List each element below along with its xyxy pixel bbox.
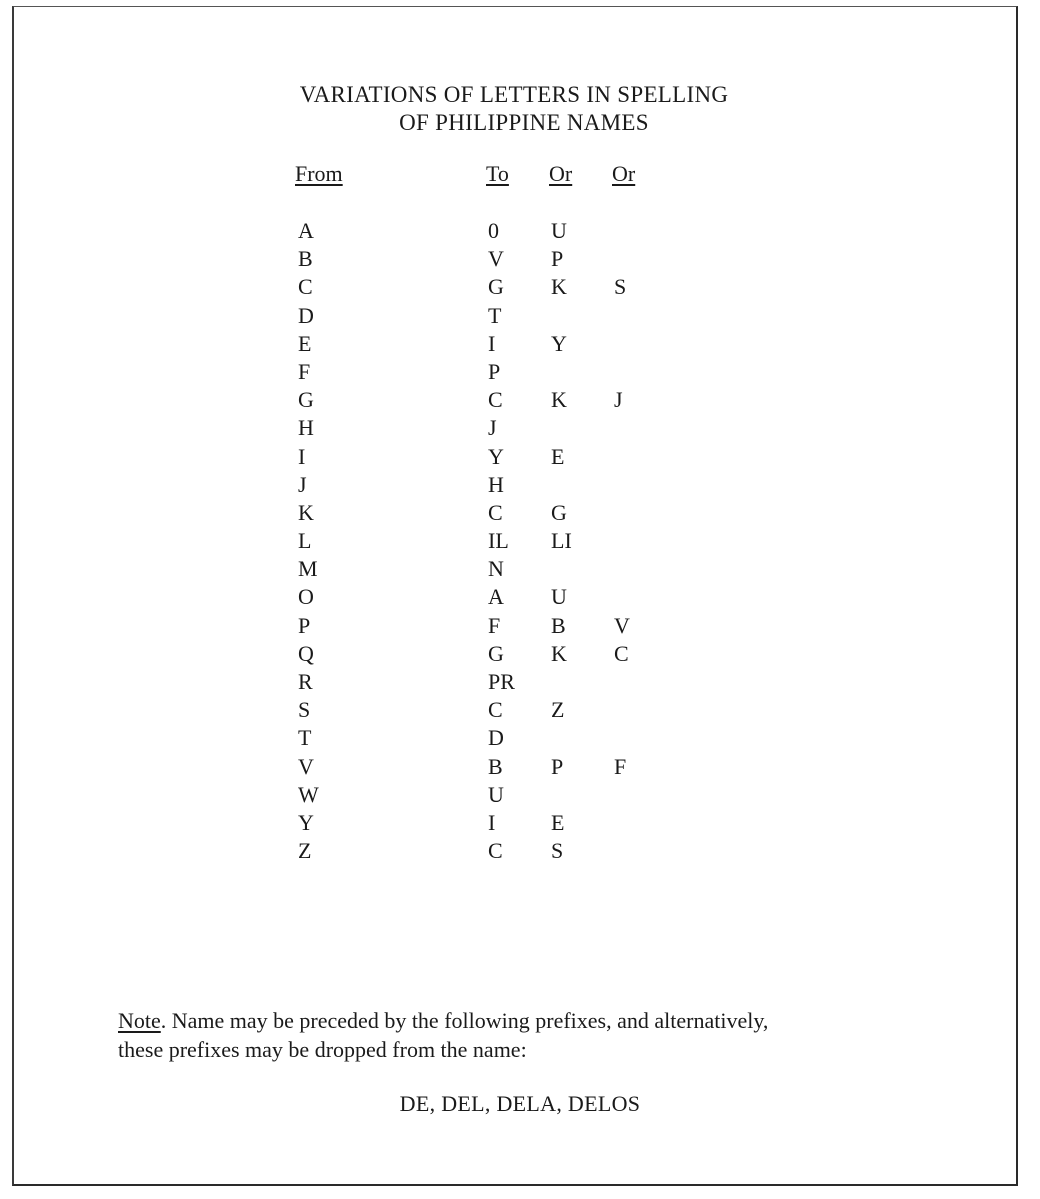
table-row xyxy=(0,471,1040,499)
or-1-cell: U xyxy=(551,218,567,243)
to-cell: B xyxy=(488,753,503,779)
to-cell: IL xyxy=(488,528,509,554)
note-text-line-2: these prefixes may be dropped from the name: xyxy=(118,1037,527,1062)
from-cell: B xyxy=(298,246,313,272)
or-2-cell: C xyxy=(614,640,629,666)
to-cell: C xyxy=(488,838,503,864)
from-cell: D xyxy=(298,302,314,328)
from-cell: E xyxy=(298,330,312,356)
or-1-cell: E xyxy=(551,443,565,469)
or-1-cell: LI xyxy=(551,528,572,554)
to-cell: C xyxy=(488,387,503,413)
from-cell: L xyxy=(298,528,312,554)
table-row xyxy=(0,837,1040,865)
to-cell: U xyxy=(488,781,504,807)
from-cell: H xyxy=(298,415,314,441)
table-row xyxy=(0,217,1040,245)
to-cell: F xyxy=(488,612,501,638)
page-title-line-1: VARIATIONS OF LETTERS IN SPELLING xyxy=(299,82,729,107)
or-1-cell: P xyxy=(551,246,564,272)
to-cell: V xyxy=(488,246,504,272)
from-cell: S xyxy=(298,697,311,723)
table-row xyxy=(0,696,1040,724)
or-1-cell: K xyxy=(551,274,567,300)
from-cell: P xyxy=(298,612,311,638)
or-1-cell: B xyxy=(551,612,566,638)
from-cell: M xyxy=(298,556,318,582)
table-row xyxy=(0,386,1040,414)
to-cell: Y xyxy=(488,443,504,469)
from-cell: V xyxy=(298,753,314,779)
or-2-cell: J xyxy=(614,387,623,413)
table-row xyxy=(0,245,1040,273)
from-cell: I xyxy=(298,443,306,469)
from-cell: Q xyxy=(298,640,314,666)
table-row xyxy=(0,555,1040,583)
to-cell: T xyxy=(488,302,502,328)
or-2-cell: V xyxy=(614,612,630,638)
to-cell: H xyxy=(488,471,504,497)
from-cell: K xyxy=(298,499,314,525)
to-cell: N xyxy=(488,556,504,582)
note-paragraph xyxy=(118,1006,918,1064)
to-cell: J xyxy=(488,415,497,441)
or-1-cell: S xyxy=(551,838,564,864)
or-1-cell: G xyxy=(551,499,567,525)
to-cell: P xyxy=(488,358,501,384)
table-row xyxy=(0,273,1040,301)
letter-variations-table xyxy=(0,217,1040,865)
to-cell: A xyxy=(488,584,504,610)
table-row xyxy=(0,724,1040,752)
or-1-cell: Y xyxy=(551,330,567,356)
from-cell: A xyxy=(298,218,314,243)
table-row xyxy=(0,753,1040,781)
page-title-line-2: OF PHILIPPINE NAMES xyxy=(399,110,649,135)
or-1-cell: E xyxy=(551,809,565,835)
to-cell: PR xyxy=(488,669,515,694)
column-header-or-1: Or xyxy=(549,161,573,186)
table-row xyxy=(0,302,1040,330)
or-1-cell: P xyxy=(551,753,564,779)
to-cell: G xyxy=(488,640,504,666)
table-row xyxy=(0,443,1040,471)
table-row xyxy=(0,809,1040,837)
from-cell: F xyxy=(298,358,311,384)
or-1-cell: K xyxy=(551,640,567,666)
table-row xyxy=(0,583,1040,611)
note-text-line-1: . Name may be preceded by the following prefixes, and alternatively, xyxy=(160,1008,769,1033)
to-cell: C xyxy=(488,697,503,723)
or-1-cell: U xyxy=(551,584,567,610)
or-2-cell: F xyxy=(614,753,627,779)
table-row xyxy=(0,527,1040,555)
from-cell: T xyxy=(298,725,312,751)
or-1-cell: K xyxy=(551,387,567,413)
table-row xyxy=(0,499,1040,527)
from-cell: G xyxy=(298,387,314,413)
or-2-cell: S xyxy=(614,274,627,300)
from-cell: W xyxy=(298,781,319,807)
column-header-from: From xyxy=(295,161,343,186)
to-cell: I xyxy=(488,330,496,356)
from-cell: O xyxy=(298,584,314,610)
prefix-list: DE, DEL, DELA, DELOS xyxy=(399,1091,641,1116)
from-cell: R xyxy=(298,669,313,694)
from-cell: J xyxy=(298,471,307,497)
table-row xyxy=(0,330,1040,358)
column-header-or-2: Or xyxy=(612,161,636,186)
table-row xyxy=(0,781,1040,809)
note-label: Note xyxy=(118,1008,161,1033)
to-cell: I xyxy=(488,809,496,835)
from-cell: Z xyxy=(298,838,312,864)
to-cell: D xyxy=(488,725,504,751)
table-row xyxy=(0,414,1040,442)
from-cell: C xyxy=(298,274,313,300)
from-cell: Y xyxy=(298,809,314,835)
table-row xyxy=(0,358,1040,386)
or-1-cell: Z xyxy=(551,697,565,723)
table-row xyxy=(0,640,1040,668)
to-cell: C xyxy=(488,499,503,525)
to-cell: 0 xyxy=(488,218,499,243)
table-row xyxy=(0,668,1040,696)
to-cell: G xyxy=(488,274,504,300)
column-header-to: To xyxy=(486,161,509,186)
table-row xyxy=(0,612,1040,640)
